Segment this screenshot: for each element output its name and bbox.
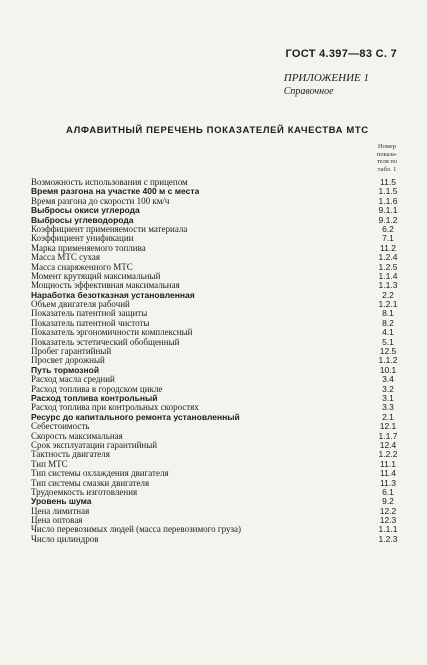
indicator-name: Расход масла средний [31, 375, 115, 385]
indicator-name: Марка применяемого топлива [31, 243, 146, 253]
indicator-number: 10.1 [379, 364, 397, 375]
indicator-number: 11.1 [380, 458, 396, 469]
page-header: ГОСТ 4.397—83 С. 7 [285, 48, 397, 60]
indicator-number: 1.2.2 [378, 449, 398, 460]
indicator-number: 8.2 [382, 317, 394, 328]
indicator-number: 2.2 [382, 289, 394, 300]
indicator-name: Просвет дорожный [31, 356, 105, 366]
indicator-name: Путь тормозной [31, 365, 100, 375]
appendix-label [284, 72, 369, 98]
list-item [31, 469, 407, 478]
indicator-name: Срок эксплуатации гарантийный [31, 440, 158, 450]
list-item [31, 234, 407, 243]
indicator-name: Показатель патентной чистоты [31, 318, 150, 328]
indicator-name: Время разгона на участке 400 м с места [31, 187, 200, 197]
indicator-name: Масса снаряженного МТС [31, 262, 133, 272]
appendix-title: ПРИЛОЖЕНИЕ 1 [283, 72, 369, 84]
indicator-number: 12.3 [379, 515, 397, 526]
indicator-name: Мощность эффективная максимальная [31, 281, 180, 291]
indicator-number: 3.1 [382, 392, 394, 403]
indicator-number: 3.3 [382, 402, 394, 413]
list-item [31, 272, 407, 281]
list-item [31, 497, 407, 506]
list-item [31, 460, 407, 469]
column-header [368, 143, 406, 173]
list-item [31, 281, 407, 290]
list-item [31, 479, 407, 488]
list-item [31, 291, 407, 300]
indicator-name: Себестоимость [31, 422, 90, 432]
indicator-number: 1.2.3 [378, 533, 398, 544]
indicator-number: 6.2 [382, 223, 394, 234]
indicator-name: Число цилиндров [31, 534, 99, 544]
indicator-name: Уровень шума [31, 497, 92, 507]
list-item [31, 197, 407, 206]
indicator-number: 11.4 [380, 468, 396, 479]
list-item [31, 263, 407, 272]
list-item [31, 403, 407, 412]
indicator-number: 9.1.1 [378, 205, 398, 216]
indicator-name: Тип МТС [31, 459, 68, 469]
indicator-name: Трудоемкость изготовления [31, 487, 138, 497]
indicator-name: Тактность двигателя [31, 450, 110, 460]
indicator-name: Ресурс до капитального ремонта установленный [31, 412, 240, 422]
indicator-name: Показатель эстетический обобщенный [31, 337, 180, 347]
indicator-name: Расход топлива контрольный [31, 393, 158, 403]
list-item [31, 432, 407, 441]
list-item [31, 366, 407, 375]
indicator-name: Пробег гарантийный [31, 347, 112, 357]
indicator-name: Время разгона до скорости 100 км/ч [31, 196, 170, 206]
indicator-name: Выбросы окиси углерода [31, 206, 140, 216]
list-item [31, 225, 407, 234]
indicator-number: 11.3 [380, 477, 396, 488]
indicator-list [31, 178, 407, 544]
indicator-number: 9.2 [382, 496, 394, 507]
appendix-note: Справочное [283, 86, 334, 97]
list-item [31, 450, 407, 459]
column-header-line: теля по [376, 158, 398, 165]
document-title: АЛФАВИТНЫЙ ПЕРЕЧЕНЬ ПОКАЗАТЕЛЕЙ КАЧЕСТВА МТС [66, 125, 369, 136]
list-item [31, 319, 407, 328]
list-item [31, 535, 407, 544]
list-item [31, 328, 407, 337]
indicator-number: 6.1 [382, 486, 394, 497]
indicator-name: Тип системы смазки двигателя [31, 478, 150, 488]
indicator-number: 1.2.1 [378, 299, 398, 310]
indicator-number: 1.1.1 [378, 524, 398, 535]
indicator-name: Объем двигателя рабочий [31, 300, 130, 310]
indicator-number: 8.1 [382, 308, 394, 319]
list-item [31, 356, 407, 365]
indicator-name: Показатель эргономичности комплексный [31, 328, 193, 338]
indicator-number: 1.1.5 [378, 186, 398, 197]
indicator-number: 1.1.4 [378, 270, 398, 281]
indicator-name: Момент крутящий максимальный [31, 271, 161, 281]
list-item [31, 253, 407, 262]
indicator-name: Тип системы охлаждения двигателя [31, 469, 169, 479]
indicator-name: Число перевозимых людей (масса перевозимого груза) [31, 525, 242, 535]
indicator-name: Цена лимитная [31, 506, 90, 516]
indicator-number: 1.2.4 [378, 252, 398, 263]
indicator-name: Цена оптовая [31, 516, 83, 526]
indicator-number: 12.1 [379, 421, 397, 432]
indicator-number: 4.1 [382, 327, 394, 338]
list-item [31, 394, 407, 403]
indicator-number: 1.1.3 [378, 280, 398, 291]
list-item [31, 178, 407, 187]
indicator-number: 3.4 [382, 374, 394, 385]
list-item [31, 309, 407, 318]
indicator-name: Выбросы углеводорода [31, 215, 134, 225]
indicator-number: 1.2.5 [378, 261, 398, 272]
column-header-line: табл. 1 [377, 165, 397, 173]
indicator-number: 11.5 [380, 177, 396, 187]
indicator-number: 12.2 [379, 505, 397, 516]
indicator-number: 9.1.2 [378, 214, 398, 225]
list-item [31, 216, 407, 225]
list-item [31, 488, 407, 497]
indicator-name: Расход топлива в городском цикле [31, 384, 163, 394]
indicator-name: Возможность использования с прицепом [31, 178, 188, 187]
indicator-name: Скорость максимальная [31, 431, 123, 441]
indicator-name: Показатель патентной защиты [31, 309, 148, 319]
indicator-number: 5.1 [382, 336, 394, 347]
indicator-name: Расход топлива при контрольных скоростях [31, 403, 199, 413]
indicator-name: Наработка безотказная установленная [31, 290, 195, 300]
list-item [31, 206, 407, 215]
indicator-name: Коэффициент унификации [31, 234, 134, 244]
list-item [31, 413, 407, 422]
list-item [31, 338, 407, 347]
column-header-line: Номер [377, 143, 397, 150]
list-item [31, 507, 407, 516]
list-item [31, 375, 407, 384]
indicator-number: 12.4 [379, 439, 397, 450]
indicator-name: Масса МТС сухая [31, 253, 100, 263]
list-item [31, 385, 407, 394]
list-item [31, 516, 407, 525]
column-header-line: показа- [376, 150, 398, 158]
indicator-number: 1.1.2 [378, 355, 398, 366]
list-item [31, 347, 407, 356]
indicator-number: 11.2 [380, 242, 396, 253]
list-item [31, 187, 407, 196]
list-item [31, 244, 407, 253]
list-item [31, 441, 407, 450]
list-item [31, 525, 407, 534]
indicator-number: 1.1.6 [378, 195, 398, 206]
list-item [31, 300, 407, 309]
indicator-number: 12.5 [379, 346, 397, 357]
indicator-number: 2.1 [382, 411, 394, 422]
indicator-number: 7.1 [382, 233, 394, 244]
indicator-number: 1.1.7 [378, 430, 398, 441]
list-item [31, 422, 407, 431]
indicator-number: 3.2 [382, 383, 394, 394]
indicator-name: Коэффициент применяемости материала [31, 224, 188, 234]
